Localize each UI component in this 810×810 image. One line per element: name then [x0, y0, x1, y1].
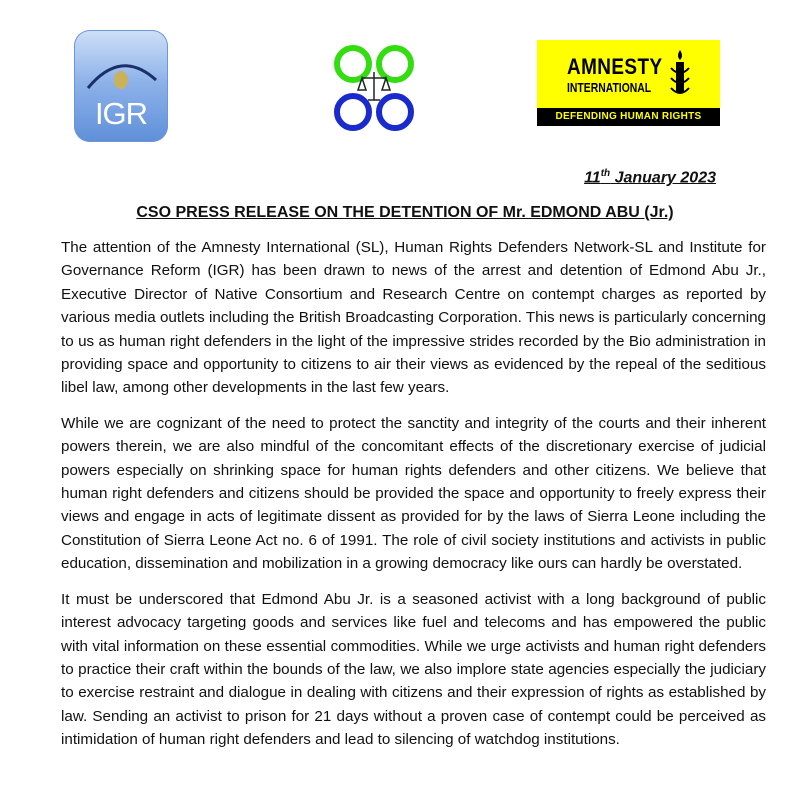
- amnesty-logo-name: AMNESTY: [567, 54, 663, 79]
- date-suffix: th: [600, 168, 611, 179]
- hrdn-logo: [328, 42, 420, 134]
- amnesty-logo: [537, 40, 720, 126]
- paragraph-3: It must be underscored that Edmond Abu Jr. is a seasoned activist with a long background of public interest advocacy targeting goods and services like fuel and telecoms and has empowered the public with vital information on these essential commodities. While we urge activists and human right defenders to practice their craft within the bounds of the law, we also implore state agencies especially the judiciary to exercise restraint and dialogue in dealing with citizens and their expression of rights as established by law. Sending an activist to prison for 21 days without a proven case of contempt could be perceived as intimidation of human right defenders and lead to silencing of watchdog institutions.: [61, 590, 766, 749]
- paragraph-2: While we are cognizant of the need to protect the sanctity and integrity of the courts and their inherent powers therein, we are also mindful of the concomitant effects of the discretionary exercise of judicial powers especially on shrinking space for human rights defenders and other citizens. We believe that human right defenders and citizens should be provided the space and opportunity to freely express their views and engage in acts of legitimate dissent as provided for by the laws of Sierra Leone including the Constitution of Sierra Leone Act no. 6 of 1991. The role of civil society institutions and activists in public education, dissemination and mobilization in a growing democracy like ours can hardly be overstated.: [61, 414, 766, 573]
- igr-logo-text: IGR: [94, 96, 148, 131]
- amnesty-logo-subtitle: INTERNATIONAL: [567, 80, 652, 95]
- paragraph-1: The attention of the Amnesty International (SL), Human Rights Defenders Network-SL and Institute for Governance Reform (IGR) has been drawn to news of the arrest and detention of Edmond Abu Jr., Executive Director of Native Consortium and Research Centre on contempt charges as reported by various media outlets including the British Broadcasting Corporation. This news is particularly concerning to us as human right defenders in the light of the impressive strides recorded by the Bio administration in providing space and opportunity to citizens to air their views as evidenced by the repeal of the seditious libel law, among other developments in the last few years.: [61, 239, 766, 397]
- candle-icon: [669, 48, 691, 104]
- date-day: 11: [584, 169, 601, 187]
- press-release-date: [584, 168, 716, 187]
- date-month-year: January 2023: [610, 169, 716, 187]
- igr-logo: [74, 30, 168, 142]
- press-release-title: CSO PRESS RELEASE ON THE DETENTION OF Mr. EDMOND ABU (Jr.): [136, 204, 674, 221]
- press-release-body: [61, 236, 766, 764]
- amnesty-tagline: DEFENDING HUMAN RIGHTS: [537, 108, 720, 126]
